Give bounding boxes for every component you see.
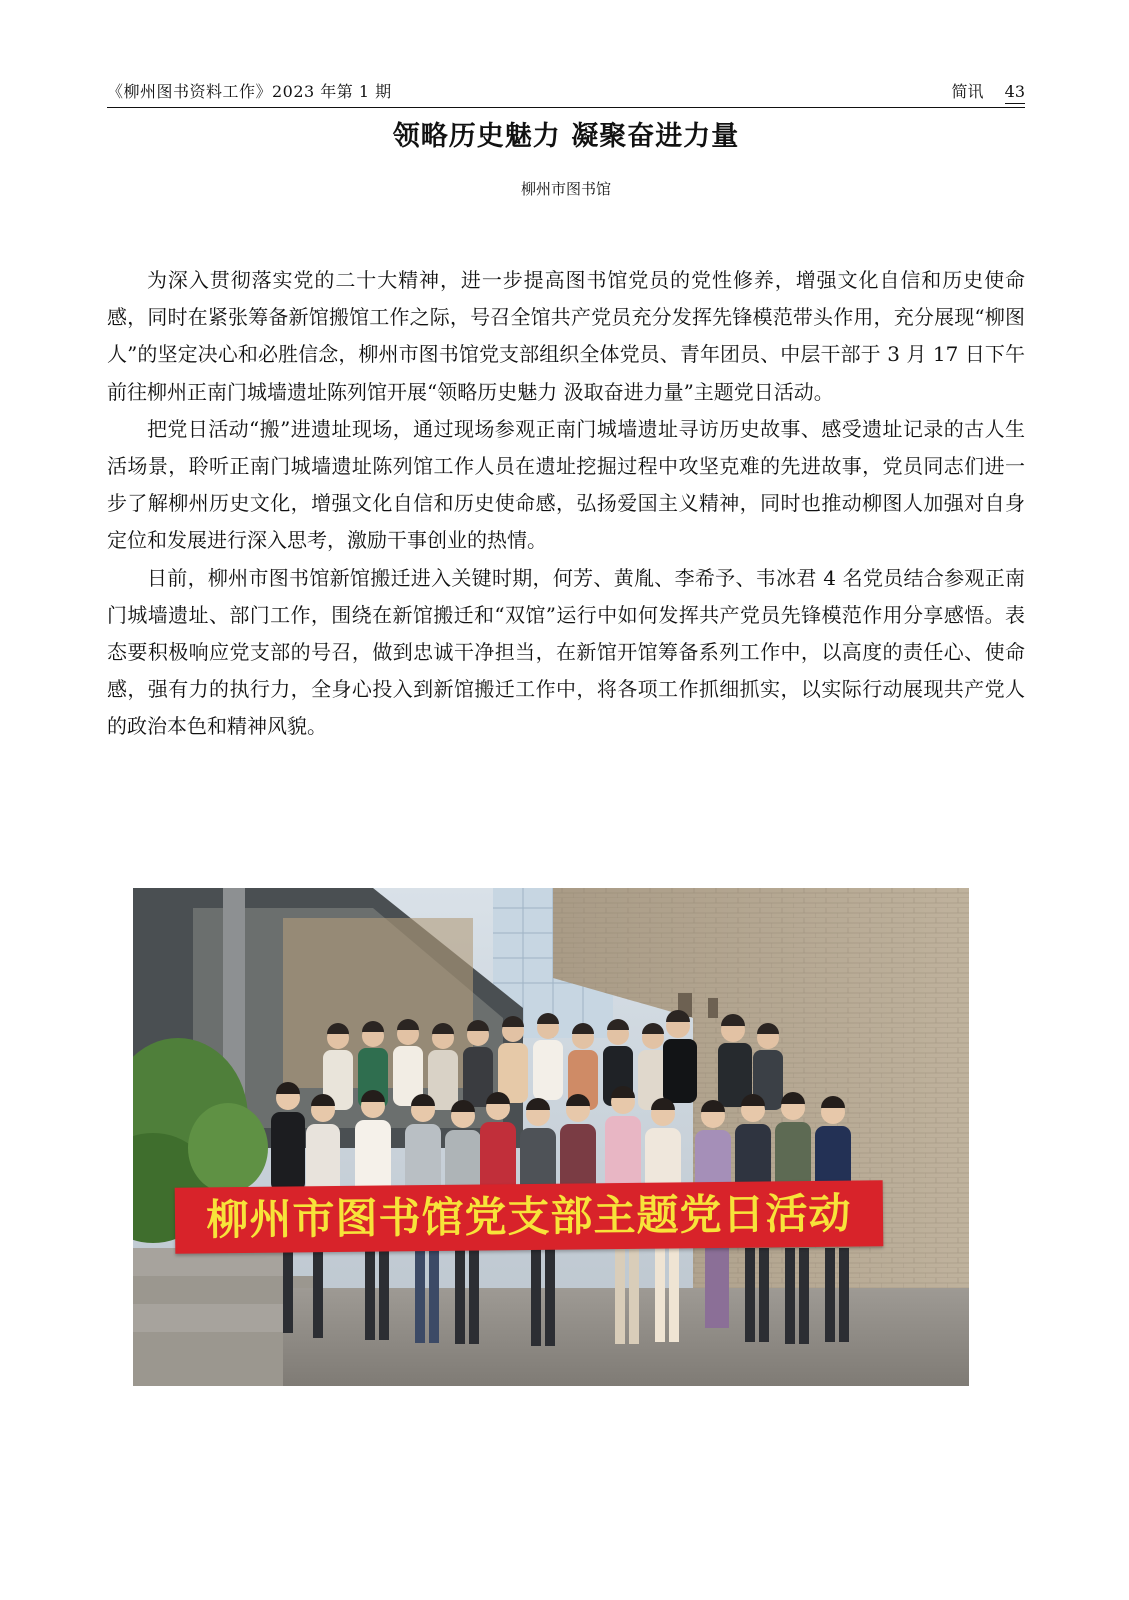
group-photo <box>133 888 969 1386</box>
paragraph: 把党日活动“搬”进遗址现场，通过现场参观正南门城墙遗址寻访历史故事、感受遗址记录的古人生活场景，聆听正南门城墙遗址陈列馆工作人员在遗址挖掘过程中攻坚克难的先进故事，党员同志们进一步了解柳州历史文化，增强文化自信和历史使命感，弘扬爱国主义精神，同时也推动柳图人加强对自身定位和发展进行深入思考，激励干事创业的热情。 <box>107 416 1025 553</box>
section-label: 简讯 <box>951 82 984 101</box>
running-header <box>107 78 1025 106</box>
group-photo-illustration <box>133 888 969 1386</box>
article-body <box>107 262 1025 746</box>
paragraph: 日前，柳州市图书馆新馆搬迁进入关键时期，何芳、黄胤、李希予、韦冰君 4 名党员结合参观正南门城墙遗址、部门工作，围绕在新馆搬迁和“双馆”运行中如何发挥共产党员先锋模范作用分享感悟。表态要积极响应党支部的号召，做到忠诚干净担当，在新馆开馆筹备系列工作中，以高度的责任心、使命感，强有力的执行力，全身心投入到新馆搬迁工作中，将各项工作抓细抓实，以实际行动展现共产党人的政治本色和精神风貌。 <box>107 565 1025 739</box>
article-title: 领略历史魅力 凝聚奋进力量 <box>392 121 740 152</box>
header-rule <box>107 107 1025 108</box>
photo-banner <box>175 1180 884 1253</box>
journal-issue: 《柳州图书资料工作》2023 年第 1 期 <box>107 82 392 101</box>
section-and-page <box>952 78 1025 106</box>
paragraph: 为深入贯彻落实党的二十大精神，进一步提高图书馆党员的党性修养，增强文化自信和历史使命感，同时在紧张筹备新馆搬馆工作之际，号召全馆共产党员充分发挥先锋模范带头作用，充分展现“柳图人”的坚定决心和必胜信念，柳州市图书馆党支部组织全体党员、青年团员、中层干部于 3 月 17 日下午前往柳州正南门城墙遗址陈列馆开展“领略历史魅力 汲取奋进力量”主题党日活动。 <box>107 268 1025 404</box>
article-author: 柳州市图书馆 <box>520 180 611 198</box>
banner-text: 柳州市图书馆党支部主题党日活动 <box>206 1188 852 1245</box>
page-number: 43 <box>1005 81 1025 104</box>
